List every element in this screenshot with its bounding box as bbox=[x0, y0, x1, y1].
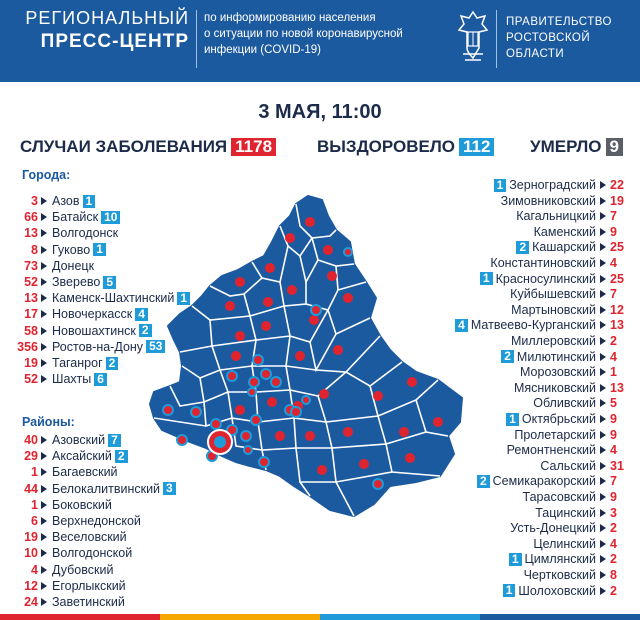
deaths-label: УМЕРЛО bbox=[530, 137, 602, 156]
arrow-right-icon bbox=[600, 555, 606, 563]
location-name: Пролетарский bbox=[514, 427, 596, 442]
brand-line2: ПРЕСС-ЦЕНТР bbox=[40, 31, 189, 52]
location-name: Азов bbox=[52, 194, 80, 208]
recovered-stat bbox=[317, 137, 494, 157]
arrow-right-icon bbox=[41, 517, 47, 525]
deaths-value: 9 bbox=[606, 138, 623, 156]
recovered-badge: 2 bbox=[139, 324, 152, 337]
list-item bbox=[494, 178, 630, 192]
arrow-right-icon bbox=[600, 571, 606, 579]
list-item bbox=[509, 552, 630, 566]
recovered-badge: 2 bbox=[516, 241, 529, 254]
list-item bbox=[0, 433, 121, 447]
case-count: 29 bbox=[24, 449, 38, 464]
list-item bbox=[0, 498, 112, 512]
arrow-right-icon bbox=[600, 477, 606, 485]
location-name: Тарасовский bbox=[522, 490, 596, 504]
arrow-right-icon bbox=[41, 327, 47, 335]
case-count: 2 bbox=[610, 552, 617, 567]
case-count: 24 bbox=[24, 595, 38, 609]
case-count: 7 bbox=[610, 209, 617, 224]
case-count: 3 bbox=[31, 194, 38, 208]
location-name: Белокалитвинский bbox=[52, 481, 161, 496]
arrow-right-icon bbox=[41, 213, 47, 221]
location-name: Обливский bbox=[533, 396, 596, 411]
list-item bbox=[533, 537, 630, 551]
recovered-badge: 1 bbox=[509, 553, 522, 566]
case-count: 7 bbox=[610, 474, 617, 489]
arrow-right-icon bbox=[600, 337, 606, 345]
recovered-badge: 4 bbox=[135, 308, 148, 321]
location-name: Волгодонской bbox=[52, 546, 133, 561]
brand-title bbox=[24, 8, 189, 53]
case-count: 66 bbox=[24, 210, 38, 225]
list-item bbox=[0, 546, 132, 560]
cases-stat bbox=[20, 137, 276, 157]
deaths-stat bbox=[530, 137, 623, 157]
header-divider bbox=[496, 10, 497, 68]
government-title bbox=[506, 14, 636, 62]
case-count: 58 bbox=[24, 323, 38, 338]
footer-stripe-lightblue bbox=[320, 614, 480, 620]
arrow-right-icon bbox=[600, 431, 606, 439]
list-item bbox=[507, 443, 630, 457]
location-name: Верхнедонской bbox=[52, 514, 141, 528]
case-count: 13 bbox=[24, 291, 38, 306]
arrow-right-icon bbox=[41, 262, 47, 270]
location-name: Красносулинский bbox=[495, 271, 596, 286]
case-count: 9 bbox=[610, 224, 617, 239]
list-item bbox=[480, 272, 630, 286]
location-name: Мартыновский bbox=[511, 302, 596, 317]
location-name: Милютинский bbox=[516, 349, 596, 364]
districts-title: Районы: bbox=[22, 415, 75, 429]
arrow-right-icon bbox=[41, 501, 47, 509]
case-count: 3 bbox=[610, 505, 617, 520]
list-item bbox=[511, 303, 630, 317]
arrow-right-icon bbox=[600, 368, 606, 376]
case-count: 9 bbox=[610, 490, 617, 504]
arrow-right-icon bbox=[600, 493, 606, 501]
cases-value: 1178 bbox=[231, 138, 276, 156]
recovered-badge: 1 bbox=[93, 243, 106, 256]
list-item bbox=[501, 194, 630, 208]
case-count: 4 bbox=[610, 349, 617, 364]
arrow-right-icon bbox=[600, 540, 606, 548]
arrow-right-icon bbox=[41, 197, 47, 205]
arrow-right-icon bbox=[600, 290, 606, 298]
list-item bbox=[477, 474, 630, 488]
recovered-badge: 53 bbox=[146, 340, 165, 353]
recovered-badge: 5 bbox=[103, 276, 116, 289]
list-item bbox=[0, 563, 113, 577]
arrow-right-icon bbox=[600, 353, 606, 361]
case-count: 8 bbox=[31, 242, 38, 257]
case-count: 12 bbox=[24, 578, 38, 593]
list-item bbox=[501, 350, 630, 364]
list-item bbox=[0, 275, 116, 289]
list-item bbox=[510, 287, 630, 301]
list-item bbox=[514, 428, 630, 442]
case-count: 5 bbox=[610, 396, 617, 411]
list-item bbox=[0, 514, 141, 528]
case-count: 10 bbox=[24, 546, 38, 561]
arrow-right-icon bbox=[600, 524, 606, 532]
description-line: инфекции (COVID-19) bbox=[204, 44, 321, 56]
arrow-right-icon bbox=[41, 294, 47, 302]
location-name: Донецк bbox=[52, 258, 95, 273]
arrow-right-icon bbox=[600, 212, 606, 220]
location-name: Волгодонск bbox=[52, 226, 119, 241]
list-item bbox=[0, 579, 126, 593]
arrow-right-icon bbox=[41, 566, 47, 574]
location-name: Ремонтненский bbox=[506, 443, 596, 458]
recovered-value: 112 bbox=[459, 138, 494, 156]
list-item bbox=[0, 595, 125, 609]
region-map bbox=[140, 186, 470, 526]
arrow-right-icon bbox=[41, 485, 47, 493]
list-item bbox=[0, 465, 118, 479]
case-count: 9 bbox=[610, 427, 617, 442]
description-line: о ситуации по новой коронавирусной bbox=[204, 28, 403, 40]
arrow-right-icon bbox=[41, 343, 47, 351]
recovered-badge: 1 bbox=[177, 292, 190, 305]
location-name: Дубовский bbox=[52, 562, 114, 577]
case-count: 4 bbox=[610, 536, 617, 551]
case-count: 31 bbox=[610, 458, 624, 473]
case-count: 13 bbox=[610, 380, 624, 395]
case-count: 52 bbox=[24, 275, 38, 289]
header-description bbox=[204, 10, 444, 58]
arrow-right-icon bbox=[41, 582, 47, 590]
footer-stripe bbox=[0, 614, 640, 620]
location-name: Шахты bbox=[52, 372, 92, 387]
government-line: ПРАВИТЕЛЬСТВО bbox=[506, 16, 612, 28]
arrow-right-icon bbox=[41, 598, 47, 606]
location-name: Куйбышевский bbox=[510, 287, 596, 302]
list-item bbox=[0, 194, 95, 208]
list-item bbox=[516, 240, 630, 254]
recovered-badge: 10 bbox=[101, 211, 120, 224]
location-name: Боковский bbox=[52, 497, 112, 512]
arrow-right-icon bbox=[600, 321, 606, 329]
recovered-badge: 3 bbox=[163, 482, 176, 495]
location-name: Гуково bbox=[52, 242, 91, 257]
location-name: Тацинский bbox=[535, 505, 596, 520]
recovered-badge: 2 bbox=[501, 350, 514, 363]
list-item bbox=[506, 412, 630, 426]
location-name: Кашарский bbox=[532, 240, 596, 255]
list-item bbox=[516, 209, 630, 223]
list-item bbox=[535, 506, 630, 520]
recovered-badge: 2 bbox=[106, 357, 119, 370]
case-count: 9 bbox=[610, 412, 617, 426]
list-item bbox=[520, 365, 630, 379]
report-date: 3 МАЯ, 11:00 bbox=[258, 101, 382, 123]
location-name: Егорлыкский bbox=[52, 578, 126, 593]
case-count: 1 bbox=[31, 465, 38, 480]
case-count: 12 bbox=[610, 302, 624, 317]
location-name: Зимовниковский bbox=[500, 193, 596, 208]
location-name: Батайск bbox=[52, 210, 99, 225]
list-item bbox=[534, 225, 630, 239]
arrow-right-icon bbox=[600, 228, 606, 236]
location-name: Багаевский bbox=[52, 465, 118, 480]
arrow-right-icon bbox=[600, 275, 606, 283]
arrow-right-icon bbox=[41, 310, 47, 318]
recovered-badge: 1 bbox=[480, 272, 493, 285]
location-name: Ростов-на-Дону bbox=[52, 339, 144, 354]
list-item bbox=[0, 226, 118, 240]
footer-stripe-red bbox=[0, 614, 160, 620]
list-item bbox=[540, 459, 630, 473]
recovered-badge: 6 bbox=[94, 373, 107, 386]
case-count: 19 bbox=[610, 193, 624, 208]
location-name: Матвеево-Курганский bbox=[470, 318, 596, 333]
list-item bbox=[524, 568, 630, 582]
case-count: 13 bbox=[610, 318, 624, 333]
arrow-right-icon bbox=[600, 587, 606, 595]
recovered-label: ВЫЗДОРОВЕЛО bbox=[317, 137, 456, 156]
case-count: 8 bbox=[610, 568, 617, 582]
location-name: Константиновский bbox=[490, 256, 596, 270]
arrow-right-icon bbox=[600, 306, 606, 314]
list-item bbox=[503, 584, 630, 598]
recovered-badge: 1 bbox=[83, 195, 96, 208]
location-name: Миллеровский bbox=[510, 334, 596, 348]
rostov-marker bbox=[208, 430, 232, 454]
case-count: 1 bbox=[610, 365, 617, 380]
arrow-right-icon bbox=[41, 375, 47, 383]
arrow-right-icon bbox=[41, 549, 47, 557]
location-name: Таганрог bbox=[52, 356, 103, 370]
location-name: Веселовский bbox=[52, 530, 127, 545]
arrow-right-icon bbox=[600, 399, 606, 407]
case-count: 13 bbox=[24, 226, 38, 241]
list-item bbox=[510, 521, 630, 535]
header-divider bbox=[196, 10, 197, 68]
location-name: Семикаракорский bbox=[492, 474, 596, 489]
case-count: 2 bbox=[610, 334, 617, 348]
case-count: 7 bbox=[610, 287, 617, 302]
coat-of-arms-icon bbox=[455, 8, 491, 68]
case-count: 19 bbox=[24, 530, 38, 545]
location-name: Каменск-Шахтинский bbox=[52, 291, 175, 306]
case-count: 6 bbox=[31, 514, 38, 528]
location-name: Морозовский bbox=[520, 365, 596, 380]
list-item bbox=[0, 307, 148, 321]
list-item bbox=[0, 372, 107, 386]
arrow-right-icon bbox=[600, 181, 606, 189]
arrow-right-icon bbox=[41, 246, 47, 254]
arrow-right-icon bbox=[600, 384, 606, 392]
location-name: Чертковский bbox=[523, 568, 596, 582]
location-name: Заветинский bbox=[52, 595, 125, 609]
brand-line1: РЕГИОНАЛЬНЫЙ bbox=[25, 8, 189, 28]
location-name: Новошахтинск bbox=[52, 323, 136, 338]
cities-title: Города: bbox=[22, 168, 71, 182]
location-name: Азовский bbox=[52, 433, 106, 447]
arrow-right-icon bbox=[41, 436, 47, 444]
recovered-badge: 7 bbox=[108, 434, 121, 447]
arrow-right-icon bbox=[600, 243, 606, 251]
case-count: 22 bbox=[610, 178, 624, 192]
case-count: 356 bbox=[17, 339, 38, 354]
case-count: 25 bbox=[610, 271, 624, 286]
arrow-right-icon bbox=[600, 259, 606, 267]
list-item bbox=[455, 318, 630, 332]
list-item bbox=[523, 490, 630, 504]
government-line: РОСТОВСКОЙ bbox=[506, 32, 591, 44]
case-count: 4 bbox=[31, 562, 38, 577]
recovered-badge: 1 bbox=[503, 584, 516, 597]
list-item bbox=[490, 256, 630, 270]
location-name: Зерноградский bbox=[509, 178, 596, 192]
location-name: Мясниковский bbox=[513, 380, 596, 395]
list-item bbox=[0, 210, 120, 224]
case-count: 40 bbox=[24, 433, 38, 447]
case-count: 19 bbox=[24, 356, 38, 370]
recovered-badge: 1 bbox=[494, 179, 507, 192]
case-count: 44 bbox=[24, 481, 38, 496]
arrow-right-icon bbox=[600, 446, 606, 454]
case-count: 73 bbox=[24, 258, 38, 273]
location-name: Целинский bbox=[533, 536, 596, 551]
description-line: по информированию населения bbox=[204, 12, 376, 24]
rostov-region-map bbox=[140, 186, 470, 526]
location-name: Каменский bbox=[533, 224, 596, 239]
list-item bbox=[0, 356, 118, 370]
location-name: Аксайский bbox=[52, 449, 112, 464]
arrow-right-icon bbox=[600, 415, 606, 423]
arrow-right-icon bbox=[41, 452, 47, 460]
case-count: 4 bbox=[610, 443, 617, 458]
case-count: 1 bbox=[31, 497, 38, 512]
location-name: Новочеркасск bbox=[52, 307, 133, 322]
location-name: Сальский bbox=[540, 458, 596, 473]
recovered-badge: 2 bbox=[477, 475, 490, 488]
location-name: Зверево bbox=[52, 275, 101, 289]
government-line: ОБЛАСТИ bbox=[506, 48, 565, 60]
list-item bbox=[0, 530, 127, 544]
case-count: 2 bbox=[610, 583, 617, 598]
arrow-right-icon bbox=[600, 197, 606, 205]
location-name: Усть-Донецкий bbox=[510, 521, 596, 536]
footer-stripe-blue bbox=[480, 614, 640, 620]
case-count: 17 bbox=[24, 307, 38, 322]
list-item bbox=[0, 259, 94, 273]
list-item bbox=[511, 334, 630, 348]
recovered-badge: 2 bbox=[115, 450, 128, 463]
list-item bbox=[0, 449, 128, 463]
recovered-badge: 4 bbox=[455, 319, 468, 332]
case-count: 4 bbox=[610, 256, 617, 270]
arrow-right-icon bbox=[41, 359, 47, 367]
list-item bbox=[533, 396, 630, 410]
list-item bbox=[0, 324, 152, 338]
header-banner bbox=[0, 0, 640, 82]
case-count: 2 bbox=[610, 521, 617, 536]
location-name: Цимлянский bbox=[524, 552, 596, 567]
arrow-right-icon bbox=[600, 462, 606, 470]
cases-label: СЛУЧАИ ЗАБОЛЕВАНИЯ bbox=[20, 137, 228, 156]
list-item bbox=[0, 243, 106, 257]
recovered-badge: 1 bbox=[506, 413, 519, 426]
location-name: Октябрьский bbox=[521, 412, 596, 426]
arrow-right-icon bbox=[600, 509, 606, 517]
arrow-right-icon bbox=[41, 278, 47, 286]
location-name: Кагальницкий bbox=[516, 209, 596, 224]
footer-stripe-yellow bbox=[160, 614, 320, 620]
location-name: Шолоховский bbox=[518, 583, 596, 598]
case-count: 52 bbox=[24, 372, 38, 387]
case-count: 25 bbox=[610, 240, 624, 255]
arrow-right-icon bbox=[41, 468, 47, 476]
arrow-right-icon bbox=[41, 229, 47, 237]
list-item bbox=[514, 381, 630, 395]
arrow-right-icon bbox=[41, 533, 47, 541]
